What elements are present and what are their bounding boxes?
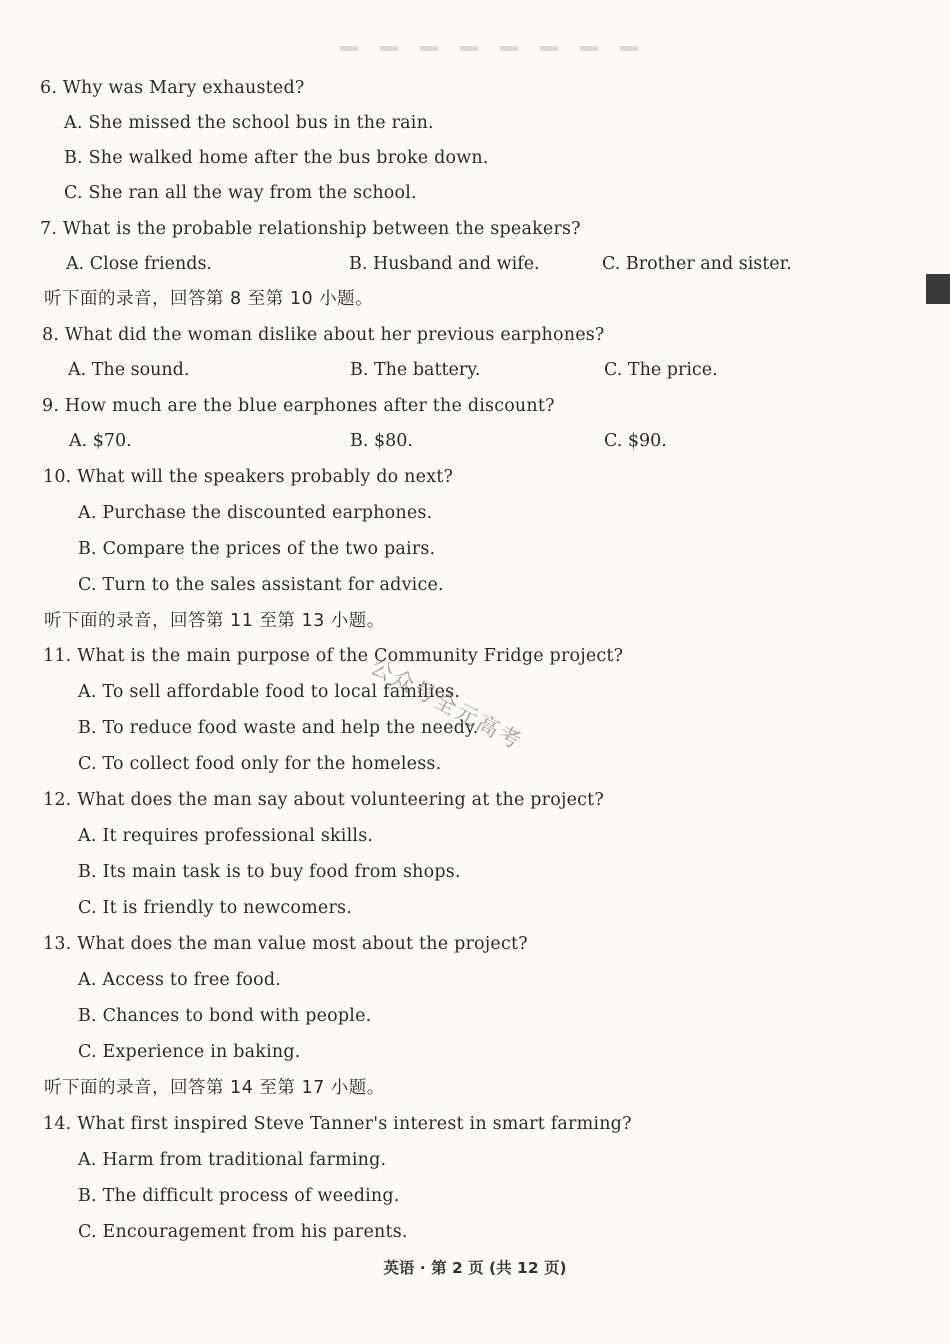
question-14-option-a: A. Harm from traditional farming. bbox=[78, 1150, 387, 1170]
page-footer: 英语 · 第 2 页 (共 12 页) bbox=[383, 1259, 567, 1277]
question-9: 9. How much are the blue earphones after the discount? bbox=[42, 396, 555, 416]
question-9-option-a: A. $70. bbox=[69, 431, 132, 451]
question-9-options bbox=[0, 430, 950, 452]
side-tab-mark bbox=[926, 274, 950, 304]
question-7: 7. What is the probable relationship between the speakers? bbox=[40, 219, 581, 239]
question-12-option-c: C. It is friendly to newcomers. bbox=[78, 898, 352, 918]
section-heading-14-17: 听下面的录音，回答第 14 至第 17 小题。 bbox=[44, 1078, 385, 1098]
section-heading-8-10: 听下面的录音，回答第 8 至第 10 小题。 bbox=[44, 289, 374, 309]
question-12: 12. What does the man say about volunteering at the project? bbox=[43, 790, 604, 810]
question-13-option-a: A. Access to free food. bbox=[78, 970, 282, 990]
scan-marks bbox=[340, 46, 700, 52]
question-12-option-b: B. Its main task is to buy food from shops. bbox=[78, 862, 461, 882]
question-10-option-b: B. Compare the prices of the two pairs. bbox=[78, 539, 436, 559]
section-heading-11-13: 听下面的录音，回答第 11 至第 13 小题。 bbox=[44, 611, 385, 631]
question-14-option-b: B. The difficult process of weeding. bbox=[78, 1186, 400, 1206]
question-13: 13. What does the man value most about the project? bbox=[43, 934, 528, 954]
question-11-option-a: A. To sell affordable food to local families. bbox=[78, 682, 461, 702]
question-8-options bbox=[0, 359, 950, 381]
question-10-option-a: A. Purchase the discounted earphones. bbox=[78, 503, 433, 523]
question-9-option-c: C. $90. bbox=[604, 431, 667, 451]
question-9-option-b: B. $80. bbox=[350, 431, 413, 451]
question-8-option-b: B. The battery. bbox=[350, 360, 481, 380]
question-14-option-c: C. Encouragement from his parents. bbox=[78, 1222, 408, 1242]
question-6: 6. Why was Mary exhausted? bbox=[40, 78, 305, 98]
question-6-option-a: A. She missed the school bus in the rain. bbox=[64, 113, 434, 133]
watermark: 公众号全元高考 bbox=[365, 654, 527, 756]
question-6-option-b: B. She walked home after the bus broke down. bbox=[64, 148, 489, 168]
question-14: 14. What first inspired Steve Tanner's interest in smart farming? bbox=[43, 1114, 632, 1134]
question-10-option-c: C. Turn to the sales assistant for advice. bbox=[78, 575, 444, 595]
question-13-option-b: B. Chances to bond with people. bbox=[78, 1006, 372, 1026]
question-7-option-a: A. Close friends. bbox=[66, 254, 212, 274]
question-6-option-c: C. She ran all the way from the school. bbox=[64, 183, 417, 203]
question-8-option-a: A. The sound. bbox=[68, 360, 190, 380]
question-7-options bbox=[0, 253, 950, 275]
question-7-option-c: C. Brother and sister. bbox=[602, 254, 792, 274]
question-11: 11. What is the main purpose of the Community Fridge project? bbox=[43, 646, 624, 666]
question-11-option-b: B. To reduce food waste and help the needy. bbox=[78, 718, 479, 738]
question-12-option-a: A. It requires professional skills. bbox=[78, 826, 374, 846]
question-7-option-b: B. Husband and wife. bbox=[349, 254, 540, 274]
question-13-option-c: C. Experience in baking. bbox=[78, 1042, 301, 1062]
question-8: 8. What did the woman dislike about her previous earphones? bbox=[42, 325, 605, 345]
question-10: 10. What will the speakers probably do next? bbox=[43, 467, 454, 487]
question-11-option-c: C. To collect food only for the homeless. bbox=[78, 754, 442, 774]
question-8-option-c: C. The price. bbox=[604, 360, 718, 380]
